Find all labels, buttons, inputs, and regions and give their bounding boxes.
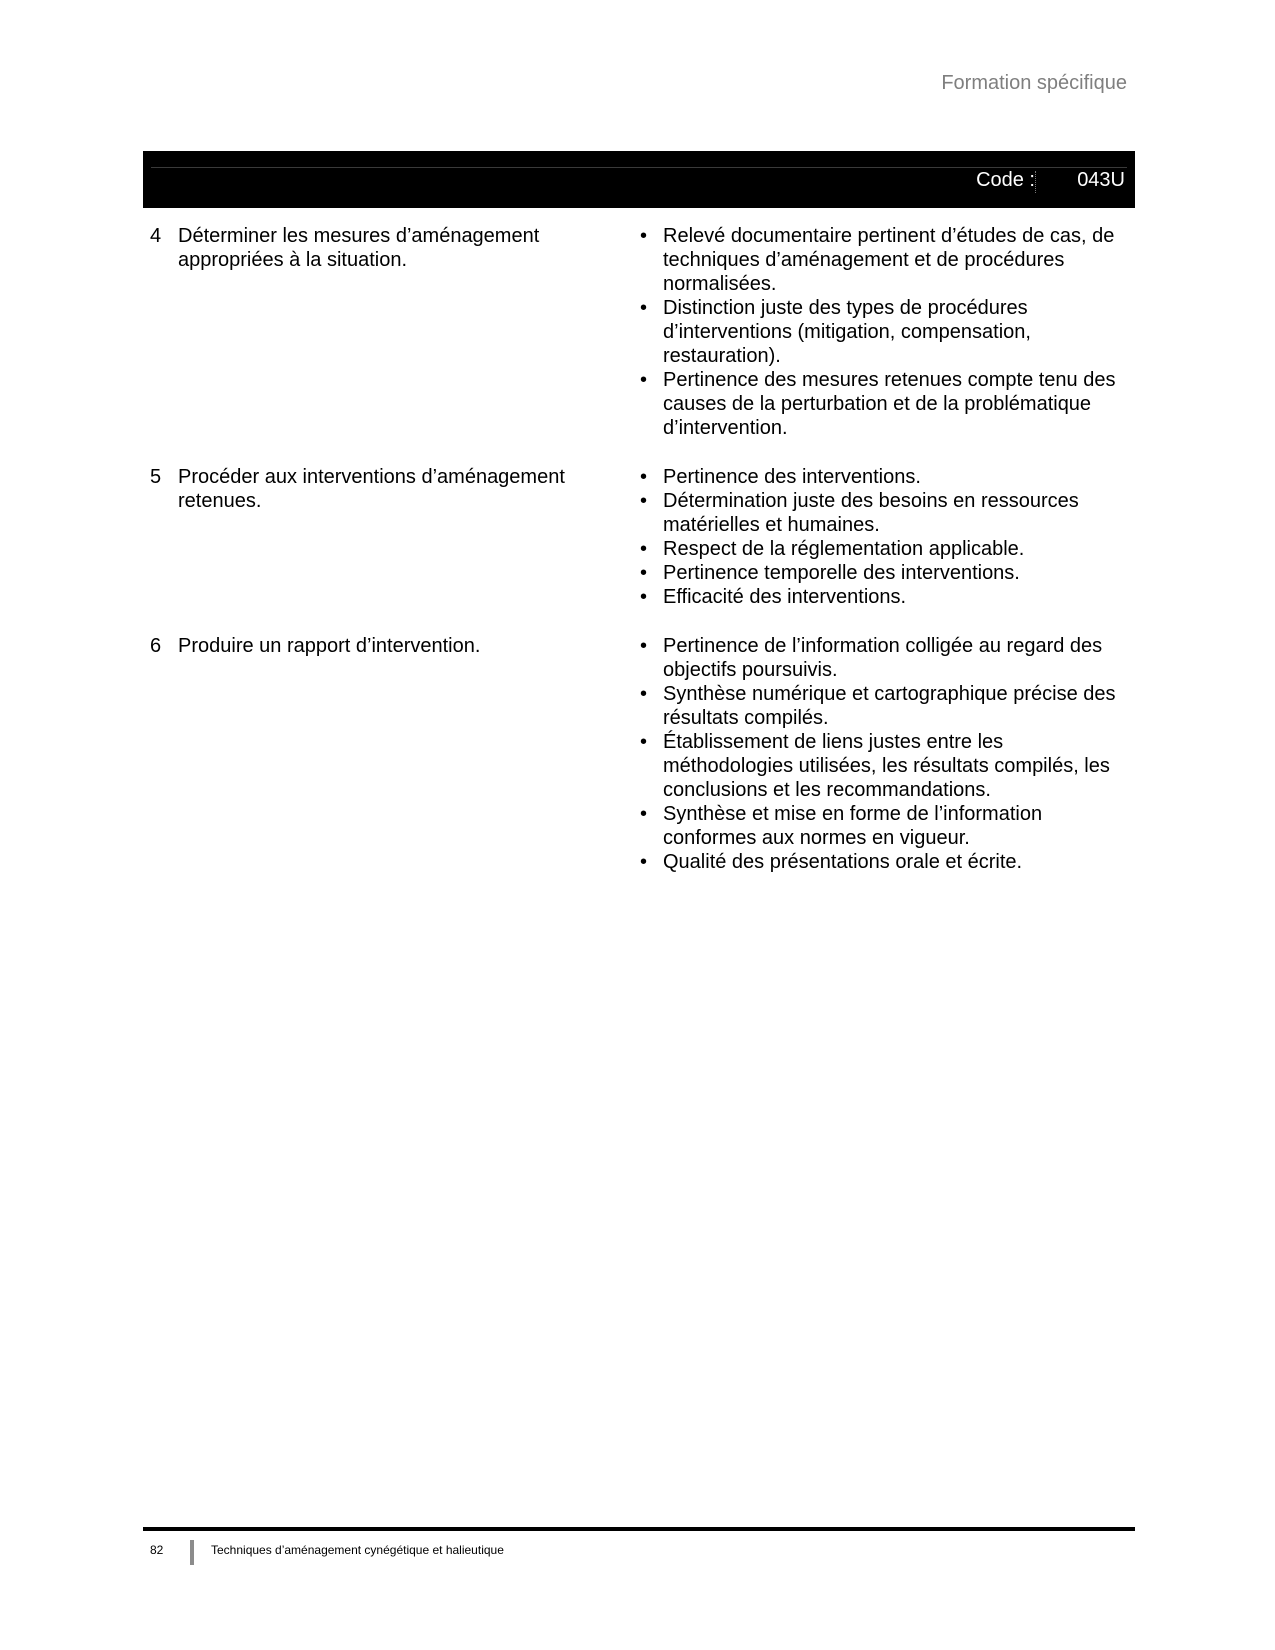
performance-criteria — [640, 224, 1130, 440]
code-label: Code : — [976, 169, 1035, 191]
steps-table — [150, 224, 1130, 899]
criteria-item: • Établissement de liens justes entre les méthodologies utilisées, les résultats compilés, les conclusions et les recommandations. — [640, 730, 1130, 802]
running-head-title: Formation spécifique — [941, 72, 1127, 94]
step-row — [150, 634, 1130, 874]
criteria-item: • Pertinence temporelle des interventions. — [640, 561, 1130, 585]
criteria-item: • Qualité des présentations orale et écrite. — [640, 850, 1130, 874]
criteria-item: • Respect de la réglementation applicable. — [640, 537, 1130, 561]
step-description — [150, 634, 640, 874]
performance-criteria — [640, 634, 1130, 874]
criteria-list — [640, 224, 1130, 440]
step-text: Déterminer les mesures d’aménagement appropriées à la situation. — [178, 225, 540, 271]
step-row — [150, 224, 1130, 440]
footer-separator — [190, 1540, 194, 1565]
step-text: Procéder aux interventions d’aménagement retenues. — [178, 466, 565, 512]
step-description — [150, 224, 640, 440]
criteria-list — [640, 634, 1130, 874]
footer-document-title: Techniques d’aménagement cynégétique et halieutique — [211, 1543, 504, 1557]
criteria-item: • Synthèse numérique et cartographique précise des résultats compilés. — [640, 682, 1130, 730]
code-bar-divider — [151, 167, 1127, 168]
criteria-item: • Pertinence de l’information colligée au regard des objectifs poursuivis. — [640, 634, 1130, 682]
criteria-item: • Efficacité des interventions. — [640, 585, 1130, 609]
criteria-item: • Distinction juste des types de procédures d’interventions (mitigation, compensation, restauration). — [640, 296, 1130, 368]
step-row — [150, 465, 1130, 609]
criteria-item: • Synthèse et mise en forme de l’information conformes aux normes en vigueur. — [640, 802, 1130, 850]
performance-criteria — [640, 465, 1130, 609]
step-number: 4 — [150, 225, 162, 247]
code-value: 043U — [1077, 169, 1125, 191]
step-text: Produire un rapport d’intervention. — [178, 635, 481, 657]
step-description — [150, 465, 640, 609]
code-bar — [143, 151, 1135, 208]
criteria-item: • Relevé documentaire pertinent d’études de cas, de techniques d’aménagement et de procédures normalisées. — [640, 224, 1130, 296]
step-number: 6 — [150, 635, 162, 657]
criteria-item: • Détermination juste des besoins en ressources matérielles et humaines. — [640, 489, 1130, 537]
criteria-item: • Pertinence des interventions. — [640, 465, 1130, 489]
page-number: 82 — [150, 1543, 164, 1557]
step-number: 5 — [150, 466, 162, 488]
criteria-list — [640, 465, 1130, 609]
footer-rule — [143, 1527, 1135, 1531]
code-separator — [1035, 171, 1037, 193]
criteria-item: • Pertinence des mesures retenues compte tenu des causes de la perturbation et de la problématique d’intervention. — [640, 368, 1130, 440]
